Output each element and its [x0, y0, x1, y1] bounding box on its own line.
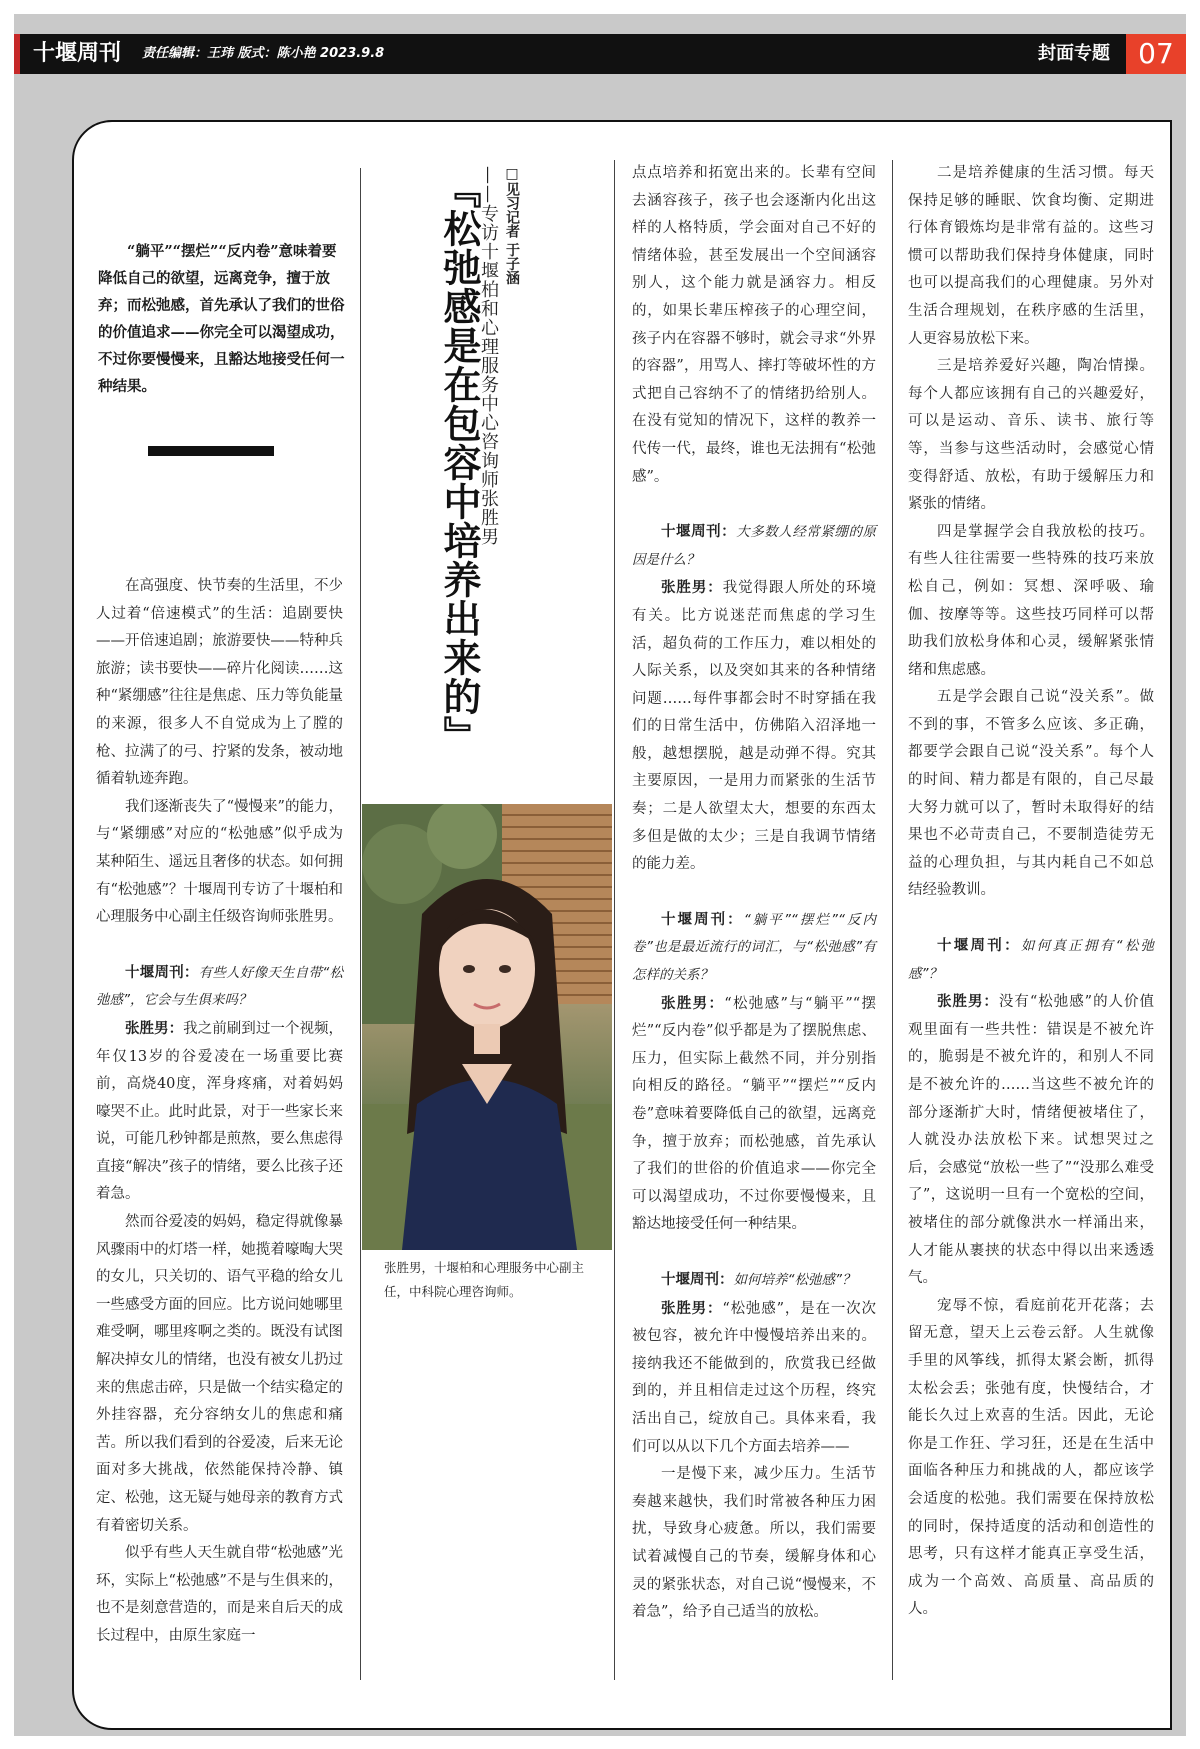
answer — [908, 988, 1154, 1293]
article-subtitle: ——专访十堰柏和心理服务中心咨询师张胜男 — [478, 166, 499, 546]
paragraph: 一是慢下来，减少压力。生活节奏越来越快，我们时常被各种压力困扰，导致身心疲惫。所以，我们需要试着减慢自己的节奏，缓解身体和心灵的紧张状态，对自己说“慢慢来，不着急”，给予自己适当的放松。 — [632, 1466, 876, 1621]
pull-quote: “躺平”“摆烂”“反内卷”意味着要降低自己的欲望，远离竞争，擅于放弃；而松弛感，首先承认了我们的世俗的价值追求——你完全可以渴望成功，不过你要慢慢来，且豁达地接受任何一种结果。 — [98, 243, 345, 395]
answer — [632, 990, 876, 1239]
interviewer-label: 十堰周刊： — [661, 523, 737, 541]
page-number: 07 — [1126, 34, 1186, 74]
newspaper-logo: 十堰周刊 — [14, 34, 134, 74]
interviewee-label: 张胜男： — [661, 1299, 723, 1317]
decorative-bar — [148, 446, 274, 456]
question-text: 大多数人经常紧绷的原因是什么？ — [632, 524, 877, 568]
paragraph: 宠辱不惊，看庭前花开花落；去留无意，望天上云卷云舒。人生就像手里的风筝线，抓得太紧会断，抓得太松会丢；张弛有度，快慢结合，才能长久过上欢喜的生活。因此，无论你是工作狂、学习狂，还是在生活中面临各种压力和挑战的人，都应该学会适度的松弛。我们需要在保持放松的同时，保持适度的活动和创造性的思考，只有这样才能真正享受生活，成为一个高效、高质量、高品质的人。 — [908, 1297, 1154, 1618]
column-divider — [360, 168, 361, 1680]
answer-text: 我觉得跟人所处的环境有关。比方说迷茫而焦虑的学习生活，超负荷的工作压力，难以相处的人际关系，以及突如其来的各种情绪问题……每件事都会时不时穿插在我们的日常生活中，仿佛陷入沼泽地一般，越想摆脱，越是动弹不得。究其主要原因，一是用力而紧张的生活节奏；二是人欲望太大，想要的东西太多但是做的太少；三是自我调节情绪的能力差。 — [632, 580, 877, 873]
paragraph: 我们逐渐丧失了“慢慢来”的能力，与“紧绷感”对应的“松弛感”似乎成为某种陌生、遥远且奢侈的状态。如何拥有“松弛感”？十堰周刊专访了十堰柏和心理服务中心副主任级咨询师张胜男。 — [96, 798, 343, 926]
photo-caption: 张胜男，十堰柏和心理服务中心副主任，中科院心理咨询师。 — [384, 1260, 585, 1299]
paragraph: 然而谷爱凌的妈妈，稳定得就像暴风骤雨中的灯塔一样，她揽着嚎啕大哭的女儿，只关切的、语气平稳的给女儿一些感受方面的回应。比方说问她哪里难受啊，哪里疼啊之类的。既没有试图解决掉女儿的情绪，也没有被女儿扔过来的焦虑击碎，只是做一个结实稳定的外挂容器，充分容纳女儿的焦虑和痛苦。所以我们看到的谷爱凌，后来无论面对多大挑战，依然能保持冷静、镇定、松弛，这无疑与她母亲的教育方式有着密切关系。 — [96, 1214, 343, 1534]
answer-text: 我之前刷到过一个视频，年仅13岁的谷爱凌在一场重要比赛前，高烧40度，浑身疼痛，对着妈妈嚎哭不止。此时此景，对于一些家长来说，可能几秒钟都是煎熬，要么焦虑得直接“解决”孩子的情绪，要么比孩子还着急。 — [96, 1020, 344, 1203]
paragraph: 五是学会跟自己说“没关系”。做不到的事，不管多么应该、多正确，都要学会跟自己说“没关系”。每个人的时间、精力都是有限的，自己尽最大努力就可以了，暂时未取得好的结果也不必苛责自己，不要制造徒劳无益的心理负担，与其内耗自己不如总结经验教训。 — [908, 689, 1154, 899]
question-text: 如何真正拥有“松弛感”？ — [908, 938, 1155, 982]
answer — [632, 1295, 876, 1462]
interviewee-label: 张胜男： — [661, 579, 723, 597]
column-divider — [892, 160, 893, 1680]
portrait-illustration — [362, 804, 612, 1250]
interviewee-label: 张胜男： — [661, 994, 725, 1012]
paragraph: 二是培养健康的生活习惯。每天保持足够的睡眠、饮食均衡、定期进行体育锻炼均是非常有益的。这些习惯可以帮助我们保持身体健康，同时也可以提高我们的心理健康。另外对生活合理规划，在秩序感的生活里，人更容易放松下来。 — [908, 165, 1154, 347]
question — [632, 518, 876, 574]
answer — [96, 1015, 343, 1209]
article-column-3 — [632, 160, 876, 1627]
question — [908, 932, 1154, 988]
editor-credits: 责任编辑：王玮 版式：陈小艳 2023.9.8 — [142, 46, 385, 61]
interviewee-label: 张胜男： — [125, 1019, 184, 1037]
question — [632, 906, 876, 990]
interviewer-label: 十堰周刊： — [661, 1270, 734, 1288]
question — [96, 959, 343, 1015]
paragraph: 四是掌握学会自我放松的技巧。有些人往往需要一些特殊的技巧来放松自己，例如：冥想、深呼吸、瑜伽、按摩等等。这些技巧同样可以帮助我们放松身体和心灵，缓解紧张情绪和焦虑感。 — [908, 523, 1154, 678]
answer-text: 没有“松弛感”的人价值观里面有一些共性：错误是不被允许的，脆弱是不被允许的，和别人不同是不被允许的……当这些不被允许的部分逐渐扩大时，情绪便被堵住了，人就没办法放松下来。试想哭过之后，会感觉“放松一些了”“没那么难受了”，这说明一旦有一个宽松的空间，被堵住的部分就像洪水一样涌出来，人才能从裹挟的状态中得以出来透透气。 — [908, 994, 1154, 1287]
question-text: 有些人好像天生自带“松弛感”，它会与生俱来吗？ — [96, 964, 343, 1009]
question — [632, 1266, 876, 1295]
article-column-4 — [908, 160, 1154, 1624]
article-title: 『松弛感是在包容中培养出来的』 — [437, 170, 482, 755]
answer-text: “松弛感”与“躺平”“摆烂”“反内卷”似乎都是为了摆脱焦虑、压力，但实际上截然不同，并分别指向相反的路径。“躺平”“摆烂”“反内卷”意味着要降低自己的欲望，远离竞争，擅于放弃；而松弛感，首先承认了我们的世俗的价值追求——你完全可以渴望成功，不过你要慢慢来，且豁达地接受任何一种结果。 — [632, 995, 876, 1233]
portrait-photo — [362, 804, 612, 1250]
byline: □见习记者 于子涵 — [504, 166, 520, 285]
question-text: “躺平”“摆烂”“反内卷”也是最近流行的词汇，与“松弛感”有怎样的关系？ — [632, 911, 876, 984]
paragraph: 在高强度、快节奏的生活里，不少人过着“倍速模式”的生活：追剧要快——开倍速追剧；旅游要快——特种兵旅游；读书要快——碎片化阅读……这种“紧绷感”往往是焦虑、压力等负能量的来源，很多人不自觉成为上了膛的枪、拉满了的弓、拧紧的发条，被动地循着轨迹奔跑。 — [96, 578, 343, 788]
paragraph: 三是培养爱好兴趣，陶冶情操。每个人都应该拥有自己的兴趣爱好，可以是运动、音乐、读书、旅行等等，当参与这些活动时，会感觉心情变得舒适、放松，有助于缓解压力和紧张的情绪。 — [908, 358, 1154, 513]
answer — [632, 574, 876, 879]
interviewer-label: 十堰周刊： — [661, 910, 744, 928]
interviewer-label: 十堰周刊： — [125, 963, 199, 981]
interviewee-label: 张胜男： — [937, 993, 999, 1011]
answer-text: “松弛感”，是在一次次被包容，被允许中慢慢培养出来的。接纳我还不能做到的，欣赏我已经做到的，并且相信走过这个历程，终究活出自己，绽放自己。具体来看，我们可以从以下几个方面去培养—— — [632, 1300, 877, 1455]
question-text: 如何培养“松弛感”？ — [733, 1271, 856, 1288]
article-column-1 — [96, 573, 343, 1651]
paragraph: 点点培养和拓宽出来的。长辈有空间去涵容孩子，孩子也会逐渐内化出这样的人格特质，学会面对自己不好的情绪体验，甚至发展出一个空间涵容别人，这个能力就是涵容力。相反的，如果长辈压榨孩子的心理空间，孩子内在容器不够时，就会寻求“外界的容器”，用骂人、摔打等破坏性的方式把自己容纳不了的情绪扔给别人。在没有觉知的情况下，这样的教养一代传一代，最终，谁也无法拥有“松弛感”。 — [632, 165, 876, 485]
column-divider — [614, 160, 615, 1680]
paragraph: 似乎有些人天生就自带“松弛感”光环，实际上“松弛感”不是与生俱来的，也不是刻意营造的，而是来自后天的成长过程中，由原生家庭一 — [96, 1545, 343, 1644]
interviewer-label: 十堰周刊： — [937, 937, 1021, 955]
section-title: 封面专题 — [1038, 43, 1110, 64]
